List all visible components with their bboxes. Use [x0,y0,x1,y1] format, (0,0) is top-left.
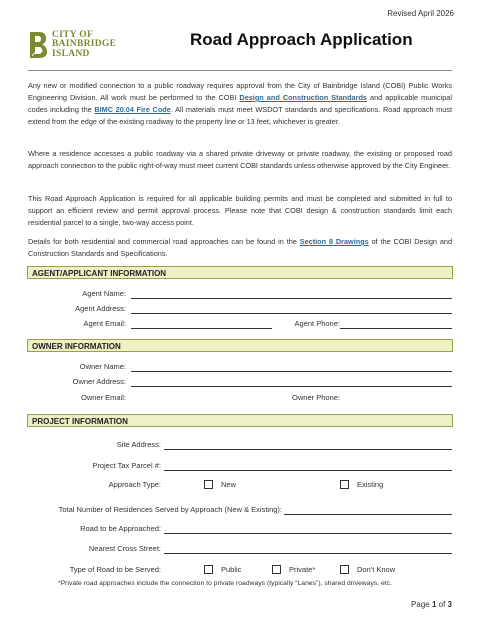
revised-date: Revised April 2026 [387,9,454,18]
logo-line-3: ISLAND [52,48,90,59]
private-road-footnote: *Private road approaches include the connection to private roadways (typically “Lanes”), shared driveways, etc. [58,580,392,587]
agent-email-label: Agent Email: [83,319,126,328]
logo-line-2: BAINBRIDGE [52,39,117,50]
existing-option-label: Existing [357,480,384,489]
design-standards-link[interactable]: Design and Construction Standards [239,93,367,102]
intro-paragraph-4: Details for both residential and commercial road approaches can be found in the Section 8 Drawings of the COBI Design and Construction Standards and Specifications. [28,237,453,258]
header-divider [28,70,452,71]
agent-name-field[interactable] [131,298,452,299]
intro-paragraph-2: Where a residence accesses a public roadway via a shared private driveway or private roadway, the existing or proposed road approach connection to the public right-of-way must meet current COBI standards unless otherwise approved by the City Engineer. [28,149,452,170]
owner-section-heading: OWNER INFORMATION [27,339,453,352]
intro-paragraph-3: This Road Approach Application is required for all applicable building permits and must be completed and submitted in full to support an efficient review and permit approval process. Please note that COBI design & construction standards limit each residential parcel to a single, two-way access point. [28,194,452,227]
agent-phone-field[interactable] [340,328,452,329]
logo-line-1: CITY OF [52,29,94,40]
new-checkbox[interactable] [204,480,213,489]
agent-section-heading: AGENT/APPLICANT INFORMATION [27,266,453,279]
site-address-label: Site Address: [116,440,161,449]
approach-type-label: Approach Type: [108,480,161,489]
intro-paragraph-1: Any new or modified connection to a public roadway requires approval from the City of Bainbridge Island (COBI) Public Works Engineering Division. All work must be performed to the COBI Design and Construction Standards and applicable municipal codes including the BIMC 20.04 Fire Code. All materials must meet WSDOT standards and specifications. Road approach must extend from the edge of the existing roadway to the property line or 13 feet, whichever is greater. [28,81,452,126]
existing-checkbox[interactable] [340,480,349,489]
road-type-label: Type of Road to be Served: [69,565,161,574]
site-address-field[interactable] [164,449,452,450]
owner-address-field[interactable] [131,386,452,387]
owner-name-field[interactable] [131,371,452,372]
agent-address-label: Agent Address: [75,304,126,313]
residences-field[interactable] [284,514,452,515]
dont-know-checkbox[interactable] [340,565,349,574]
tax-parcel-field[interactable] [164,470,452,471]
public-option-label: Public [221,565,242,574]
tax-parcel-label: Project Tax Parcel #: [92,461,161,470]
owner-name-label: Owner Name: [79,362,126,371]
dont-know-option-label: Don't Know [357,565,396,574]
private-option-label: Private* [289,565,316,574]
bainbridge-b-icon [28,30,48,60]
owner-address-label: Owner Address: [72,377,126,386]
cross-street-label: Nearest Cross Street: [88,544,161,553]
owner-phone-label: Owner Phone: [292,393,340,402]
private-checkbox[interactable] [272,565,281,574]
page-number: Page 1 of 3 [411,600,452,609]
city-logo [28,30,116,60]
agent-email-field[interactable] [131,328,272,329]
owner-email-label: Owner Email: [80,393,126,402]
road-approached-label: Road to be Approached: [80,524,161,533]
agent-address-field[interactable] [131,313,452,314]
public-checkbox[interactable] [204,565,213,574]
cross-street-field[interactable] [164,553,452,554]
page-title: Road Approach Application [190,30,413,49]
section-8-link[interactable]: Section 8 Drawings [299,237,369,246]
road-approached-field[interactable] [164,533,452,534]
new-option-label: New [221,480,237,489]
residences-label: Total Number of Residences Served by Approach (New & Existing): [58,505,282,514]
project-section-heading: PROJECT INFORMATION [27,414,453,427]
agent-phone-label: Agent Phone: [294,319,340,328]
fire-code-link[interactable]: BIMC 20.04 Fire Code [94,105,171,114]
agent-name-label: Agent Name: [82,289,126,298]
